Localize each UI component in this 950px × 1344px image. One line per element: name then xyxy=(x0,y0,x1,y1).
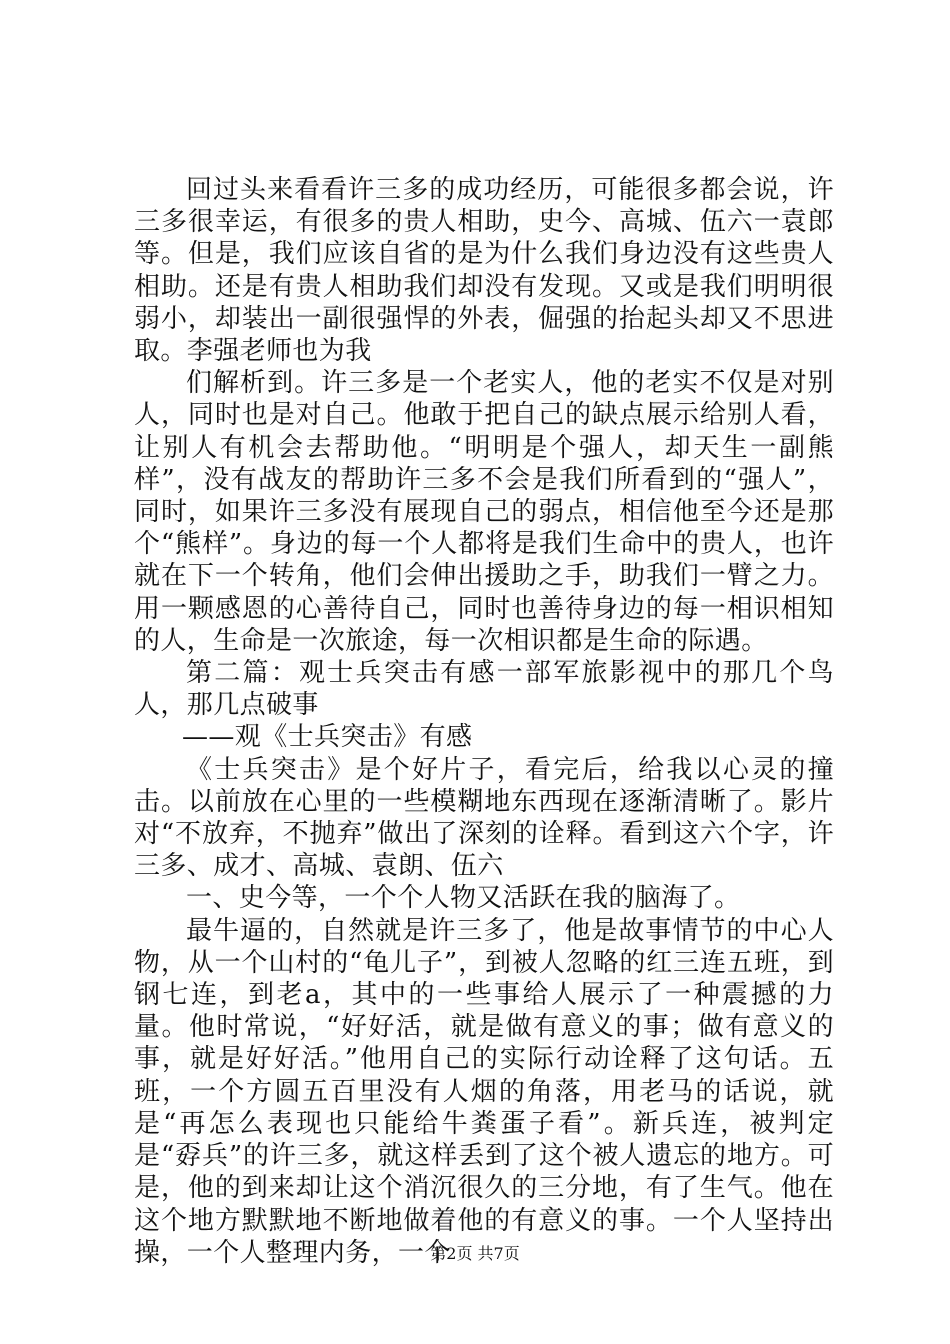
paragraph-4: 一、史今等，一个个人物又活跃在我的脑海了。 xyxy=(186,883,741,914)
document-body xyxy=(134,174,834,1269)
paragraph-3: 《士兵突击》是个好片子，看完后，给我以心灵的撞击。以前放在心里的一些模糊地东西现在逐渐清晰了。影片对“不放弃，不抛弃”做出了深刻的诠释。看到这六个字，许三多、成才、高城、袁朗、伍六 xyxy=(134,754,834,882)
section-subtitle: ——观《士兵突击》有感 xyxy=(182,722,473,753)
paragraph-2: 们解析到。许三多是一个老实人，他的老实不仅是对别人，同时也是对自己。他敢于把自己的缺点展示给别人看，让别人有机会去帮助他。“明明是个强人，却天生一副熊样”，没有战友的帮助许三多不会是我们所看到的“强人”，同时，如果许三多没有展现自己的弱点，相信他至今还是那个“熊样”。身边的每一个人都将是我们生命中的贵人，也许就在下一个转角，他们会伸出援助之手，助我们一臂之力。用一颗感恩的心善待自己，同时也善待身边的每一相识相知的人，生命是一次旅途，每一次相识都是生命的际遇。 xyxy=(134,368,834,656)
page-number-footer: 第2页 共7页 xyxy=(430,1244,520,1263)
paragraph-1: 回过头来看看许三多的成功经历，可能很多都会说，许三多很幸运，有很多的贵人相助，史今、高城、伍六一袁郎等。但是，我们应该自省的是为什么我们身边没有这些贵人相助。还是有贵人相助我们却没有发现。又或是我们明明很弱小，却装出一副很强悍的外表，倔强的抬起头却又不思进取。李强老师也为我 xyxy=(134,175,834,367)
paragraph-5: 最牛逼的，自然就是许三多了，他是故事情节的中心人物，从一个山村的“龟儿子”，到被人忽略的红三连五班，到钢七连，到老a，其中的一些事给人展示了一种震撼的力量。他时常说，“好好活，就是做有意义的事；做有意义的事，就是好好活。”他用自己的实际行动诠释了这句话。五班，一个方圆五百里没有人烟的角落，用老马的话说，就是“再怎么表现也只能给牛粪蛋子看”。新兵连，被判定是“孬兵”的许三多，就这样丢到了这个被人遗忘的地方。可是，他的到来却让这个消沉很久的三分地，有了生气。他在这个地方默默地不断地做着他的有意义的事。一个人坚持出操，一个人整理内务，一个 xyxy=(134,915,834,1268)
section-heading: 第二篇：观士兵突击有感一部军旅影视中的那几个鸟人，那几点破事 xyxy=(134,658,834,721)
